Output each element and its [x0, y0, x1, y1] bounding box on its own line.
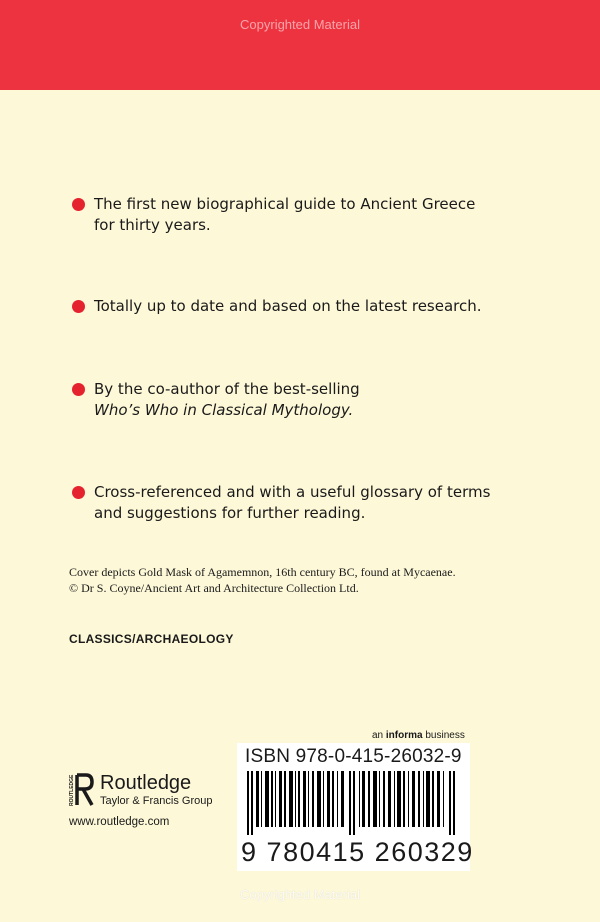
bullet-dot-icon [72, 198, 85, 211]
bullet-text: Cross-referenced and with a useful glossary of terms [94, 483, 491, 501]
bullet-text: and suggestions for further reading. [94, 504, 366, 522]
isbn-barcode [237, 743, 474, 871]
bullet-text-book-title: Who’s Who in Classical Mythology. [94, 401, 354, 419]
bullet-text: Totally up to date and based on the latest research. [94, 297, 482, 315]
bullet-item [72, 296, 482, 317]
subject-category: CLASSICS/ARCHAEOLOGY [69, 632, 234, 646]
bullet-text: The first new biographical guide to Ancient Greece [94, 195, 476, 213]
informa-business-label: an informa business [372, 730, 465, 741]
bullet-item [72, 194, 475, 236]
top-red-band [0, 0, 600, 90]
svg-text:ROUTLEDGE: ROUTLEDGE [69, 774, 75, 806]
bullet-text: for thirty years. [94, 216, 211, 234]
watermark-bottom: Copyrighted Material [240, 887, 360, 902]
publisher-website[interactable]: www.routledge.com [69, 816, 170, 828]
bullet-item [72, 379, 360, 421]
cover-caption [69, 564, 456, 596]
ean-digits: 9 780415 260329 [241, 837, 474, 867]
bullet-dot-icon [72, 300, 85, 313]
publisher-group: Taylor & Francis Group [100, 795, 213, 807]
bullet-dot-icon [72, 486, 85, 499]
caption-credit: © Dr S. Coyne/Ancient Art and Architecture Collection Ltd. [69, 581, 359, 595]
caption-line: Cover depicts Gold Mask of Agamemnon, 16th century BC, found at Mycaenae. [69, 565, 456, 579]
bullet-dot-icon [72, 383, 85, 396]
watermark-top: Copyrighted Material [240, 17, 360, 32]
publisher-logo [68, 772, 212, 808]
publisher-name: Routledge [100, 772, 192, 794]
bullet-text: By the co-author of the best-selling [94, 380, 360, 398]
barcode-bars [245, 771, 461, 835]
bullet-item [72, 482, 490, 524]
routledge-r-logo-icon [68, 773, 94, 807]
isbn-label: ISBN 978-0-415-26032-9 [245, 746, 462, 767]
